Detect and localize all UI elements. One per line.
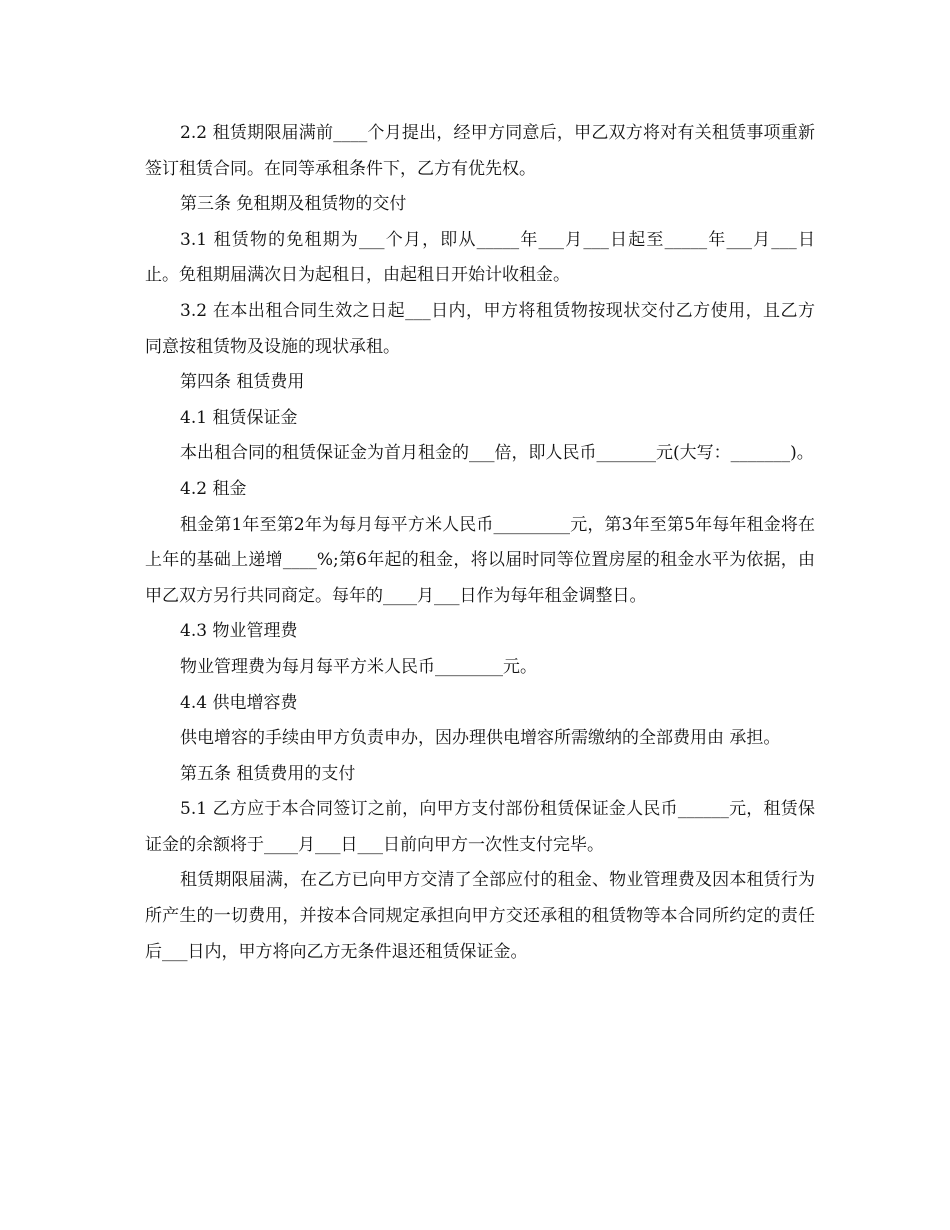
clause-4-4-heading: 4.4 供电增容费 (180, 692, 298, 713)
clause-3-2: 3.2 在本出租合同生效之日起___日内，甲方将租赁物按现状交付乙方使用，且乙方同意按租赁物及设施的现状承租。 (145, 300, 815, 357)
clause-4-1-text: 本出租合同的租赁保证金为首月租金的___倍，即人民币_______元(大写：_______)。 (180, 443, 814, 464)
clause-5-1: 5.1 乙方应于本合同签订之前，向甲方支付部份租赁保证金人民币______元，租赁保证金的余额将于____月___日___日前向甲方一次性支付完毕。 (145, 799, 815, 855)
clause-2-2: 2.2 租赁期限届满前____个月提出，经甲方同意后，甲乙双方将对有关租赁事项重新签订租赁合同。在同等承租条件下，乙方有优先权。 (145, 123, 815, 179)
clause-4-4-text: 供电增容的手续由甲方负责申办，因办理供电增容所需缴纳的全部费用由 承担。 (180, 728, 781, 749)
article-3-heading: 第三条 免租期及租赁物的交付 (180, 194, 407, 215)
clause-3-1: 3.1 租赁物的免租期为___个月，即从_____年___月___日起至_____年___月___日止。免租期届满次日为起租日，由起租日开始计收租金。 (145, 229, 815, 286)
document-body (145, 116, 815, 970)
clause-4-2-heading: 4.2 租金 (180, 478, 247, 499)
clause-4-3-text: 物业管理费为每月每平方米人民币________元。 (180, 656, 537, 677)
deposit-refund-paragraph: 租赁期限届满，在乙方已向甲方交清了全部应付的租金、物业管理费及因本租赁行为所产生的一切费用，并按本合同规定承担向甲方交还承租的租赁物等本合同所约定的责任后___日内，甲方将向乙方无条件退还租赁保证金。 (145, 870, 815, 962)
clause-4-1-heading: 4.1 租赁保证金 (180, 407, 298, 428)
clause-4-2-text: 租金第1年至第2年为每月每平方米人民币_________元，第3年至第5年每年租金将在上年的基础上递增____%;第6年起的租金，将以届时同等位置房屋的租金水平为依据，由甲乙双方另行共同商定。每年的____月___日作为每年租金调整日。 (145, 514, 815, 606)
clause-4-3-heading: 4.3 物业管理费 (180, 621, 298, 642)
article-5-heading: 第五条 租赁费用的支付 (180, 763, 356, 784)
article-4-heading: 第四条 租赁费用 (180, 372, 305, 393)
